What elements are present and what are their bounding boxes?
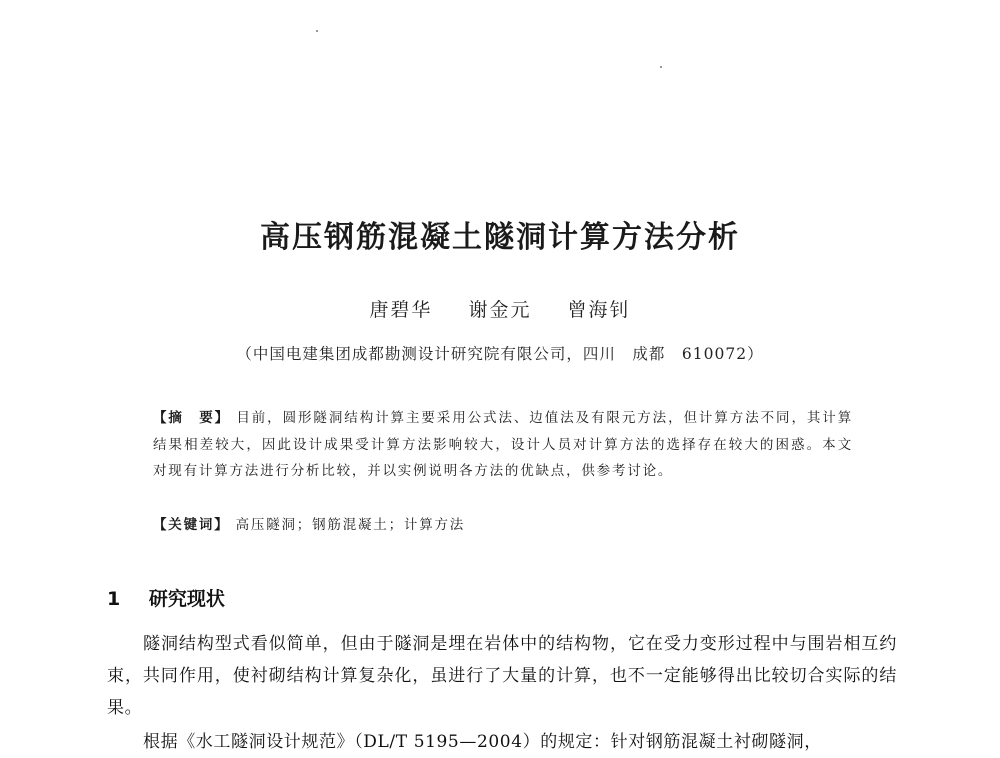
body-paragraph: 根据《水工隧洞设计规范》（DL/T 5195—2004）的规定：针对钢筋混凝土衬砌隧洞， xyxy=(143,732,822,752)
keywords xyxy=(153,513,853,533)
section-heading xyxy=(107,584,225,611)
author-name: 曾海钊 xyxy=(567,299,631,321)
author-name: 谢金元 xyxy=(468,299,532,321)
scan-speck xyxy=(316,30,318,32)
scan-speck xyxy=(660,66,662,68)
keywords-text: 高压隧洞；钢筋混凝土；计算方法 xyxy=(235,517,466,533)
author-name: 唐碧华 xyxy=(369,299,433,321)
abstract-text: 目前，圆形隧洞结构计算主要采用公式法、边值法及有限元方法，但计算方法不同，其计算结果相差较大，因此设计成果受计算方法影响较大，设计人员对计算方法的选择存在较大的困惑。本文对现有计算方法进行分析比较，并以实例说明各方法的优缺点，供参考讨论。 xyxy=(153,410,854,479)
paper-title: 高压钢筋混凝土隧洞计算方法分析 xyxy=(260,220,740,255)
abstract xyxy=(153,405,853,485)
affiliation: （中国电建集团成都勘测设计研究院有限公司，四川 成都 610072） xyxy=(236,345,764,363)
keywords-label: 【关键词】 xyxy=(153,517,230,533)
section-title: 研究现状 xyxy=(148,588,225,610)
body-paragraph: 隧洞结构型式看似简单，但由于隧洞是埋在岩体中的结构物，它在受力变形过程中与围岩相互约束，共同作用，使衬砌结构计算复杂化，虽进行了大量的计算，也不一定能够得出比较切合实际的结果。 xyxy=(107,634,897,718)
author-list xyxy=(0,295,1000,322)
abstract-label: 【摘 要】 xyxy=(153,410,231,426)
section-number: 1 xyxy=(107,588,121,610)
